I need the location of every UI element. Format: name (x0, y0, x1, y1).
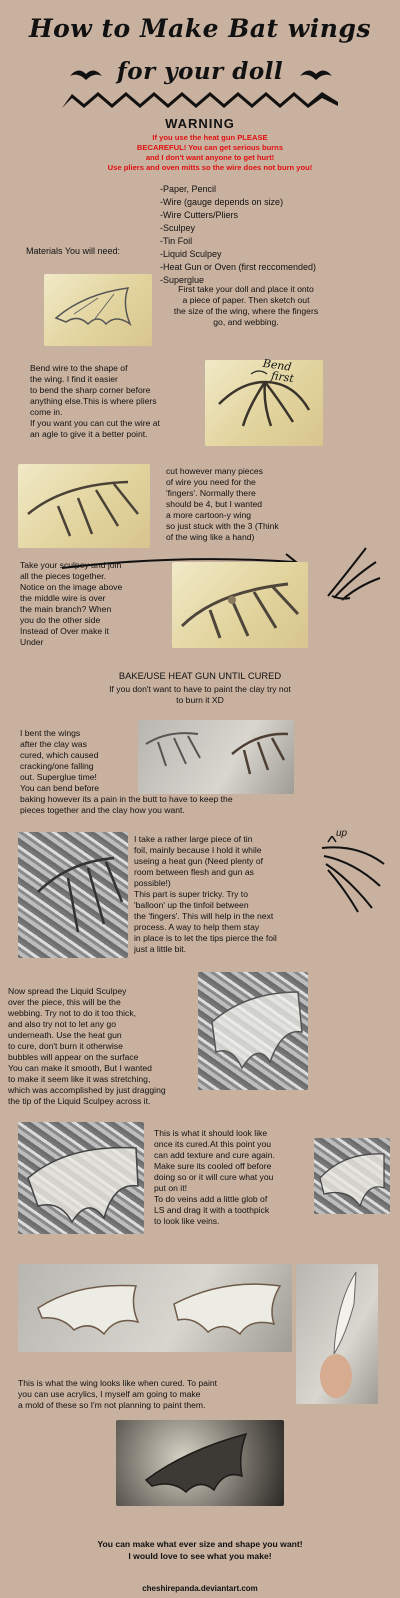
step1-text: First take your doll and place it onto a piece of paper. Then sketch out the size of the wing, where the fingers go, and webbing. (173, 284, 319, 327)
materials-list (160, 183, 316, 287)
list-item: -Heat Gun or Oven (first reccomended) (160, 262, 317, 272)
sculpey-joined-photo (172, 562, 308, 648)
liquid-sculpey-photo (198, 972, 308, 1090)
right-flourish-icon (298, 64, 334, 84)
materials-label: Materials You will need: (26, 246, 121, 256)
list-item: -Superglue (160, 275, 205, 285)
step3-text: cut however many pieces of wire you need for the 'fingers'. Normally there should be 4, but I wanted a more cartoon-y wing so just stuck with the 3 (Think of the wing like a hand) (166, 466, 279, 542)
step2-text: Bend wire to the shape of the wing. I find it easier to bend the sharp corner before anything else.This is where pliers come in. If you want you can cut the wire at an agle to give it a better point. (30, 363, 160, 439)
step9-text: This is what the wing looks like when cured. To paint you can use acrylics, I myself am going to make a mold of these so I'm not planning to paint them. (18, 1378, 218, 1410)
veins-photo (314, 1138, 390, 1214)
tin-foil-photo (18, 832, 128, 958)
list-item: -Tin Foil (160, 236, 193, 246)
sketch-photo (44, 274, 152, 346)
bake-heading: BAKE/USE HEAT GUN UNTIL CURED (118, 670, 282, 681)
list-item: -Liquid Sculpey (160, 249, 222, 259)
footer-message: You can make what ever size and shape you want! I would love to see what you make! (97, 1539, 303, 1561)
step7-text: Now spread the Liquid Sculpey over the piece, this will be the webbing. Try not to do it too thick, and also try not to let any go underneath. Use the heat gun to cure, don't burn it otherwise bubbles will appear on the surface You can make it smooth, But I wanted to make it seem like it was stretching, which was accomplished by just dragging the tip of the Liquid Sculpey across it. (8, 986, 166, 1106)
bend-first-annotation: Bend first (262, 356, 295, 386)
left-flourish-icon (68, 64, 104, 84)
step5-text-cont: baking however its a pain in the butt to have to keep the pieces together and the clay how you want. (20, 794, 233, 815)
zigzag-divider (62, 88, 338, 110)
wire-fingers-photo (18, 464, 150, 548)
finished-wings-photo (18, 1264, 292, 1352)
step8-text: This is what it should look like once its cured.At this point you can add texture and cure again. Make sure its cooled off before doing so or it will cure what you put on it! To do veins add a little glob of LS and drag it with a toothpick to look like veins. (154, 1128, 275, 1226)
up-annotation: up (336, 828, 348, 839)
page-title: How to Make Bat wings (28, 14, 372, 43)
warning-heading: WARNING (165, 116, 235, 131)
bake-text: If you don't want to have to paint the clay try not to burn it XD (109, 684, 291, 705)
wing-silhouette-photo (116, 1420, 284, 1506)
balloon-sketch-icon (318, 836, 388, 916)
list-item: -Paper, Pencil (160, 184, 217, 194)
step6-text: I take a rather large piece of tin foil, mainly because I hold it while useing a heat gun (Need plenty of room between flesh and gun as possible!) This part is super tricky. Try to 'balloon' up the tinfoil between the 'fingers'. This will help in the next process. A way to help them stay in place is to let the tips pierce the foil just a little bit. (134, 834, 277, 954)
list-item: -Wire (gauge depends on size) (160, 197, 284, 207)
step4-text: Take your sculpey and join all the pieces together. Notice on the image above the middle wire is over the main branch? When you do the other side Instead of Over make it Under (20, 560, 123, 647)
list-item: -Sculpey (160, 223, 196, 233)
page-subtitle: for your doll (116, 58, 284, 85)
cured-webbing-photo (18, 1122, 144, 1234)
step5-text: I bent the wings after the clay was cured, which caused cracking/one falling out. Superglue time! You can bend before (20, 728, 100, 793)
held-wing-photo (296, 1264, 378, 1404)
cured-wings-photo (138, 720, 294, 794)
credit-link[interactable]: cheshirepanda.deviantart.com (142, 1584, 258, 1593)
finger-sketch-icon (322, 544, 384, 602)
warning-text: If you use the heat gun PLEASE BECAREFUL! You can get serious burns and I don't want anyone to get hurt! Use pliers and oven mitts so the wire does not burn you! (107, 133, 313, 172)
list-item: -Wire Cutters/Pliers (160, 210, 239, 220)
